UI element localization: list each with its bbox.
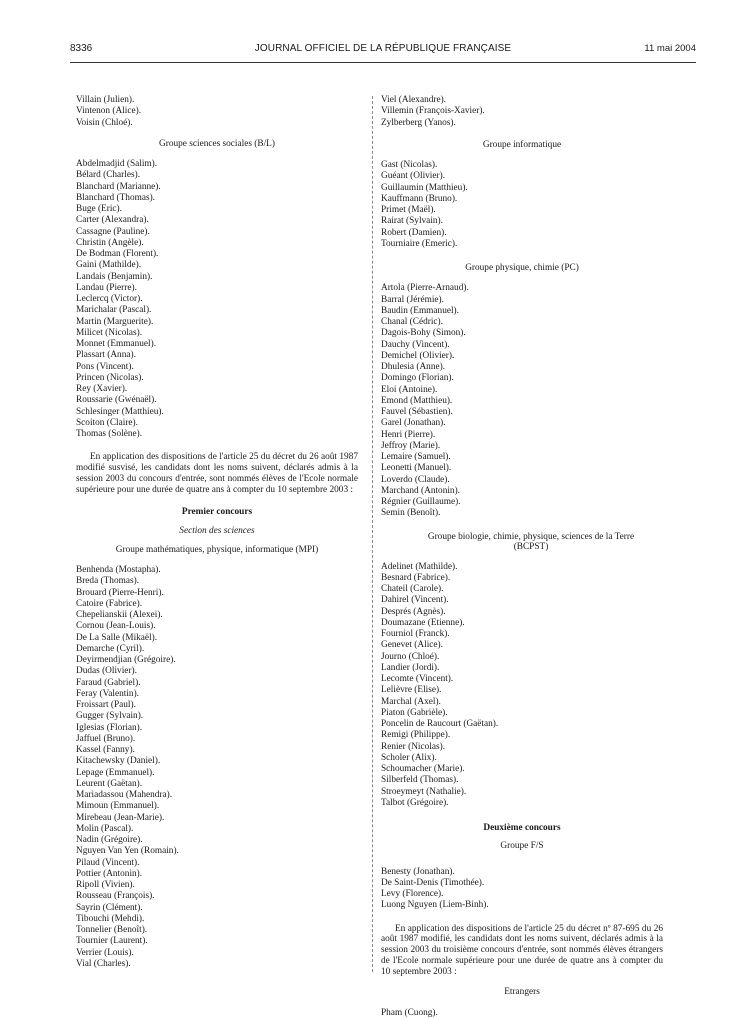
list-item: Feray (Valentin). <box>76 688 139 699</box>
journal-title: JOURNAL OFFICIEL DE LA RÉPUBLIQUE FRANÇAISE <box>254 43 512 54</box>
left-column <box>76 95 358 970</box>
list-item: Pons (Vincent). <box>76 361 134 372</box>
list-item: Jeffroy (Marie). <box>381 440 441 451</box>
decree-paragraph: En application des dispositions de l'article 25 du décret du 26 août 1987 modifié susvisé, les candidats dont les noms suivent, déclarés admis à la session 2003 du concours d'entrée, sont nommés élèves de l'Ecole normale supérieure pour une durée de quatre ans à compter du 10 septembre 2003 : <box>76 452 358 495</box>
header-rule <box>70 62 696 63</box>
list-item: Levy (Florence). <box>381 889 444 899</box>
list-item: Tibouchi (Mehdi). <box>76 913 145 924</box>
name-list <box>381 160 663 250</box>
group-heading: Groupe biologie, chimie, physique, sciences de la Terre (BCPST) <box>427 531 635 552</box>
list-item: Lemaire (Samuel). <box>381 452 451 462</box>
list-item: Régnier (Guillaume). <box>381 497 461 507</box>
section-heading: Section des sciences <box>179 525 255 536</box>
list-item: Vintenon (Alice). <box>76 106 142 117</box>
list-item: Scoiton (Claire). <box>76 417 138 428</box>
list-item: De La Salle (Mikaël). <box>76 632 158 643</box>
list-item: Dagois-Bohy (Simon). <box>381 328 466 339</box>
list-item: Gugger (Sylvain). <box>76 711 144 722</box>
list-item: Blanchard (Marianne). <box>76 181 161 192</box>
list-item: Loverdo (Claude). <box>381 474 450 485</box>
list-item: Lepage (Emmanuel). <box>76 767 155 778</box>
list-item: Talbot (Grégoire). <box>381 797 449 808</box>
list-item: Mirebeau (Jean-Marie). <box>76 812 165 823</box>
list-item: Adelinet (Mathilde). <box>381 561 458 572</box>
list-item: Demarche (Cyril). <box>76 643 145 654</box>
list-item: Bélard (Charles). <box>76 170 141 181</box>
list-item: Eloi (Antoine). <box>381 384 438 395</box>
list-item: Viel (Alexandre). <box>381 95 447 105</box>
publication-date: 11 mai 2004 <box>644 43 696 54</box>
list-item: Blanchard (Thomas). <box>76 192 155 203</box>
group-heading: Groupe mathématiques, physique, informatique (MPI) <box>115 544 319 555</box>
list-item: Guillaumin (Matthieu). <box>381 182 468 193</box>
list-item: Dhulesia (Anne). <box>381 362 446 372</box>
list-item: Leurent (Gaëtan). <box>76 778 143 789</box>
list-item: Ripoll (Vivien). <box>76 880 135 891</box>
list-item: Gast (Nicolas). <box>381 160 438 170</box>
group-heading: Etrangers <box>504 987 540 998</box>
list-item: Iglesias (Florian). <box>76 722 143 733</box>
list-item: Chateil (Carole). <box>381 584 444 594</box>
list-item: Journo (Chloé). <box>381 651 440 662</box>
list-item: Chanal (Cédric). <box>381 317 443 327</box>
right-column <box>381 95 663 1019</box>
list-item: Tournier (Laurent). <box>76 936 148 947</box>
list-item: Chepelianskii (Alexei). <box>76 610 163 621</box>
list-item: Thomas (Solène). <box>76 429 143 439</box>
column-divider <box>372 96 373 972</box>
list-item: De Saint-Denis (Timothée). <box>381 877 485 888</box>
list-item: Villain (Julien). <box>76 95 135 105</box>
list-item: Martin (Marguerite). <box>76 316 154 327</box>
list-item: Després (Agnès). <box>381 606 446 617</box>
concours-heading: Premier concours <box>181 507 253 518</box>
list-item: Pham (Cuong). <box>381 1007 438 1018</box>
list-item: Abdelmadjid (Salim). <box>76 159 158 169</box>
name-list <box>381 1008 663 1019</box>
list-item: Kassel (Fanny). <box>76 745 135 756</box>
list-item: Fauvel (Sébastien). <box>381 407 453 417</box>
name-list <box>76 565 358 970</box>
list-item: Tourniaire (Emeric). <box>381 238 458 249</box>
list-item: Semin (Benoît). <box>381 508 441 519</box>
list-item: Princen (Nicolas). <box>76 372 144 383</box>
list-item: Doumazane (Etienne). <box>381 617 465 628</box>
list-item: Genevet (Alice). <box>381 640 443 651</box>
list-item: Robert (Damien). <box>381 227 447 238</box>
list-item: Baudin (Emmanuel). <box>381 305 459 316</box>
list-item: Jaffuel (Bruno). <box>76 733 136 744</box>
decree-paragraph: En application des dispositions de l'article 25 du décret nº 87-695 du 26 août 1987 modifié, les candidats dont les noms suivent, déclarés admis à la session 2003 du troisième concours d'entrée, sont nommés élèves étrangers de l'Ecole normale supérieure pour une durée de quatre ans à compter du 10 septembre 2003 : <box>381 923 663 977</box>
list-item: Guéant (Olivier). <box>381 171 446 182</box>
list-item: Poncelin de Raucourt (Gaëtan). <box>381 719 499 729</box>
list-item: Plassart (Anna). <box>76 350 136 361</box>
list-item: Nguyen Van Yen (Romain). <box>76 846 179 857</box>
list-item: Landais (Benjamin). <box>76 271 153 282</box>
list-item: Verrier (Louis). <box>76 947 134 958</box>
list-item: Gaini (Mathilde). <box>76 260 142 271</box>
list-item: Primet (Maël). <box>381 205 436 215</box>
list-item: Piaton (Gabrièle). <box>381 707 448 718</box>
group-heading: Groupe physique, chimie (PC) <box>465 263 579 273</box>
list-item: Silberfeld (Thomas). <box>381 775 459 786</box>
list-item: Leclercq (Victor). <box>76 294 143 304</box>
list-item: Garel (Jonathan). <box>381 418 446 429</box>
name-list <box>381 283 663 519</box>
name-list <box>381 95 663 129</box>
page-header <box>70 43 696 59</box>
list-item: De Bodman (Florent). <box>76 249 159 259</box>
list-item: Deyirmendjian (Grégoire). <box>76 655 176 666</box>
list-item: Fourniol (Franck). <box>381 629 450 639</box>
list-item: Renier (Nicolas). <box>381 741 446 752</box>
list-item: Faraud (Gabriel). <box>76 677 141 688</box>
list-item: Froissart (Paul). <box>76 700 136 711</box>
list-item: Vial (Charles). <box>76 958 131 969</box>
list-item: Mimoun (Emmanuel). <box>76 801 160 812</box>
group-heading: Groupe sciences sociales (B/L) <box>159 138 275 149</box>
list-item: Carter (Alexandra). <box>76 215 149 226</box>
list-item: Remigi (Philippe). <box>381 730 451 741</box>
list-item: Besnard (Fabrice). <box>381 572 451 583</box>
list-item: Christin (Angèle). <box>76 237 144 248</box>
group-heading: Groupe F/S <box>500 841 544 852</box>
list-item: Scholer (Alix). <box>381 752 437 763</box>
list-item: Dauchy (Vincent). <box>381 339 450 350</box>
list-item: Villemin (François-Xavier). <box>381 106 485 117</box>
list-item: Pilaud (Vincent). <box>76 857 140 868</box>
list-item: Kitachewsky (Daniel). <box>76 756 161 767</box>
list-item: Roussarie (Gwénaël). <box>76 395 157 406</box>
list-item: Luong Nguyen (Liem-Binh). <box>381 900 489 911</box>
list-item: Rousseau (François). <box>76 891 155 902</box>
list-item: Zylberberg (Yanos). <box>381 117 456 128</box>
list-item: Henri (Pierre). <box>381 429 436 440</box>
list-item: Dahirel (Vincent). <box>381 595 449 606</box>
list-item: Domingo (Florian). <box>381 373 454 384</box>
list-item: Breda (Thomas). <box>76 576 139 587</box>
list-item: Schlesinger (Matthieu). <box>76 406 164 417</box>
list-item: Marchal (Axel). <box>381 696 441 707</box>
list-item: Artola (Pierre-Arnaud). <box>381 283 469 294</box>
list-item: Rey (Xavier). <box>76 384 128 394</box>
group-heading: Groupe informatique <box>482 139 562 150</box>
list-item: Lelièvre (Elise). <box>381 685 442 696</box>
list-item: Monnet (Emmanuel). <box>76 339 157 349</box>
list-item: Rairat (Sylvain). <box>381 216 443 227</box>
page-number: 8336 <box>70 43 93 54</box>
list-item: Marichalar (Pascal). <box>76 305 152 316</box>
name-list <box>76 159 358 440</box>
list-item: Tonnelier (Benoît). <box>76 925 148 936</box>
list-item: Mariadassou (Mahendra). <box>76 790 173 801</box>
list-item: Voisin (Chloé). <box>76 117 133 128</box>
list-item: Landier (Jordi). <box>381 662 440 673</box>
list-item: Sayrin (Clément). <box>76 902 143 913</box>
list-item: Brouard (Pierre-Henri). <box>76 587 164 598</box>
list-item: Benhenda (Mostapha). <box>76 565 161 576</box>
list-item: Emond (Matthieu). <box>381 395 453 406</box>
list-item: Schoumacher (Marie). <box>381 764 465 774</box>
list-item: Kauffmann (Bruno). <box>381 193 458 204</box>
list-item: Demichel (Olivier). <box>381 350 455 361</box>
list-item: Benesty (Jonathan). <box>381 866 455 877</box>
name-list <box>381 562 663 810</box>
list-item: Marchand (Antonin). <box>381 485 461 496</box>
name-list <box>76 95 358 129</box>
name-list <box>381 867 663 912</box>
list-item: Cassagne (Pauline). <box>76 226 150 237</box>
concours-heading: Deuxième concours <box>483 823 561 833</box>
list-item: Leonetti (Manuel). <box>381 463 452 474</box>
list-item: Molin (Pascal). <box>76 823 134 834</box>
list-item: Pottier (Antonin). <box>76 868 143 879</box>
list-item: Dudas (Olivier). <box>76 666 137 677</box>
list-item: Lecomte (Vincent). <box>381 674 454 684</box>
list-item: Buge (Eric). <box>76 204 122 214</box>
list-item: Nadin (Grégoire). <box>76 835 143 846</box>
list-item: Catoire (Fabrice). <box>76 598 143 609</box>
list-item: Cornou (Jean-Louis). <box>76 621 156 632</box>
list-item: Stroeymeyt (Nathalie). <box>381 786 467 797</box>
list-item: Milicet (Nicolas). <box>76 327 143 338</box>
list-item: Landau (Pierre). <box>76 282 137 293</box>
list-item: Barral (Jérémie). <box>381 294 444 305</box>
